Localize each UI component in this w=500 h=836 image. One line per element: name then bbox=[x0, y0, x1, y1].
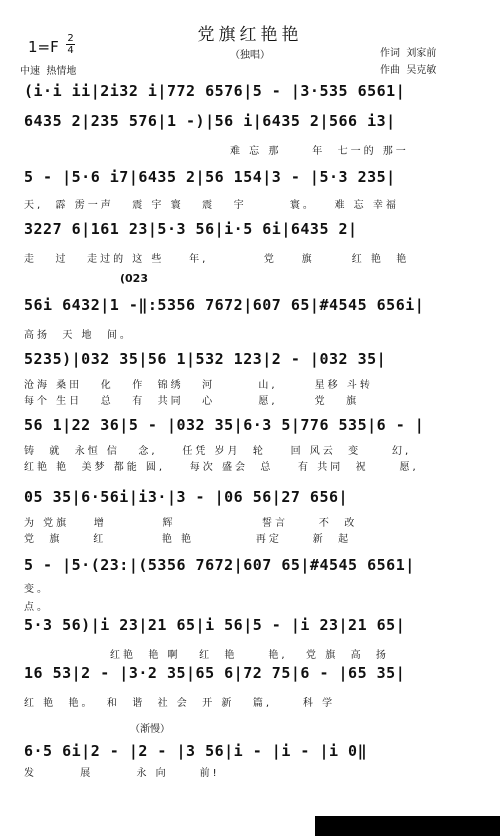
notation-row: 5·3 56)|i 23|21 65|i 56|5 - |i 23|21 65| bbox=[24, 616, 406, 634]
notation-row: 3227 6|161 23|5·3 56|i·5 6i|6435 2| bbox=[24, 220, 358, 238]
lyric-line: 高扬 天 地 间。 bbox=[24, 330, 133, 341]
lyric-line: 点。 bbox=[24, 602, 50, 613]
lyric-line: 红艳 艳 啊 红 艳 艳, 党 旗 高 扬 bbox=[110, 650, 389, 661]
lyric-line: 难 忘 那 年 七一的 那一 bbox=[230, 146, 409, 157]
lyric-line: 党 旗 红 艳 艳 再定 新 起 bbox=[24, 534, 352, 545]
notation-row: 6·5 6i|2 - |2 - |3 56|i - |i - |i 0‖ bbox=[24, 742, 368, 760]
lyric-line: 沧海 桑田 化 作 锦绣 河 山, 星移 斗转 bbox=[24, 380, 373, 391]
notation-row: (i·i ii|2i32 i|772 6576|5 - |3·535 6561| bbox=[24, 82, 406, 100]
notation-row: 56i 6432|1 -‖:5356 7672|607 65|#4545 656i| bbox=[24, 296, 425, 314]
lyric-line: 变。 bbox=[24, 584, 50, 595]
time-signature-denominator: 4 bbox=[67, 45, 74, 56]
tempo-marking: 中速 热情地 bbox=[20, 66, 77, 77]
lyric-line: 为 党旗 增 辉 誓言 不 改 bbox=[24, 518, 358, 529]
lyric-line: 每个 生日 总 有 共同 心 愿, 党 旗 bbox=[24, 396, 360, 407]
notation-row: 56 1|22 36|5 - |032 35|6·3 5|776 535|6 - | bbox=[24, 416, 425, 434]
lyricist-credit: 作词 刘家前 bbox=[380, 48, 437, 59]
key-signature: 1=F bbox=[28, 38, 59, 56]
lyric-line: 走 过 走过的 这 些 年, 党 旗 红 艳 艳 bbox=[24, 254, 410, 265]
repeat-lead-in: (023 bbox=[120, 272, 148, 285]
corner-shadow bbox=[315, 816, 500, 836]
time-signature-numerator: 2 bbox=[67, 33, 74, 44]
composer-credit: 作曲 吴克敏 bbox=[380, 65, 437, 76]
lyric-line: 红 艳 艳。 和 谐 社 会 开 新 篇, 科 学 bbox=[24, 698, 336, 709]
notation-row: 5 - |5·6 i7|6435 2|56 154|3 - |5·3 235| bbox=[24, 168, 396, 186]
notation-row: 16 53|2 - |3·2 35|65 6|72 75|6 - |65 35| bbox=[24, 664, 406, 682]
notation-row: 5 - |5·(23:|(5356 7672|607 65|#4545 6561| bbox=[24, 556, 415, 574]
song-title: 党旗红艳艳 bbox=[197, 25, 303, 45]
notation-row: 6435 2|235 576|1 -)|56 i|6435 2|566 i3| bbox=[24, 112, 396, 130]
lyric-line: 铸 就 永恒 信 念, 任凭 岁月 轮 回 风云 变 幻, bbox=[24, 446, 412, 457]
lyric-line: 红艳 艳 美梦 都能 圆, 每次 盛会 总 有 共同 祝 愿, bbox=[24, 462, 419, 473]
notation-row: 05 35|6·56i|i3·|3 - |06 56|27 656| bbox=[24, 488, 349, 506]
lyric-line: 天, 霹 雳一声 震 宇 寰 震 宇 寰。 难 忘 幸福 bbox=[24, 200, 399, 211]
tempo-slow-marking: （渐慢） bbox=[130, 724, 170, 735]
notation-row: 5235)|032 35|56 1|532 123|2 - |032 35| bbox=[24, 350, 387, 368]
time-signature bbox=[66, 33, 75, 56]
song-subtitle: （独唱） bbox=[230, 50, 270, 61]
lyric-line: 发 展 永 向 前! bbox=[24, 768, 220, 779]
